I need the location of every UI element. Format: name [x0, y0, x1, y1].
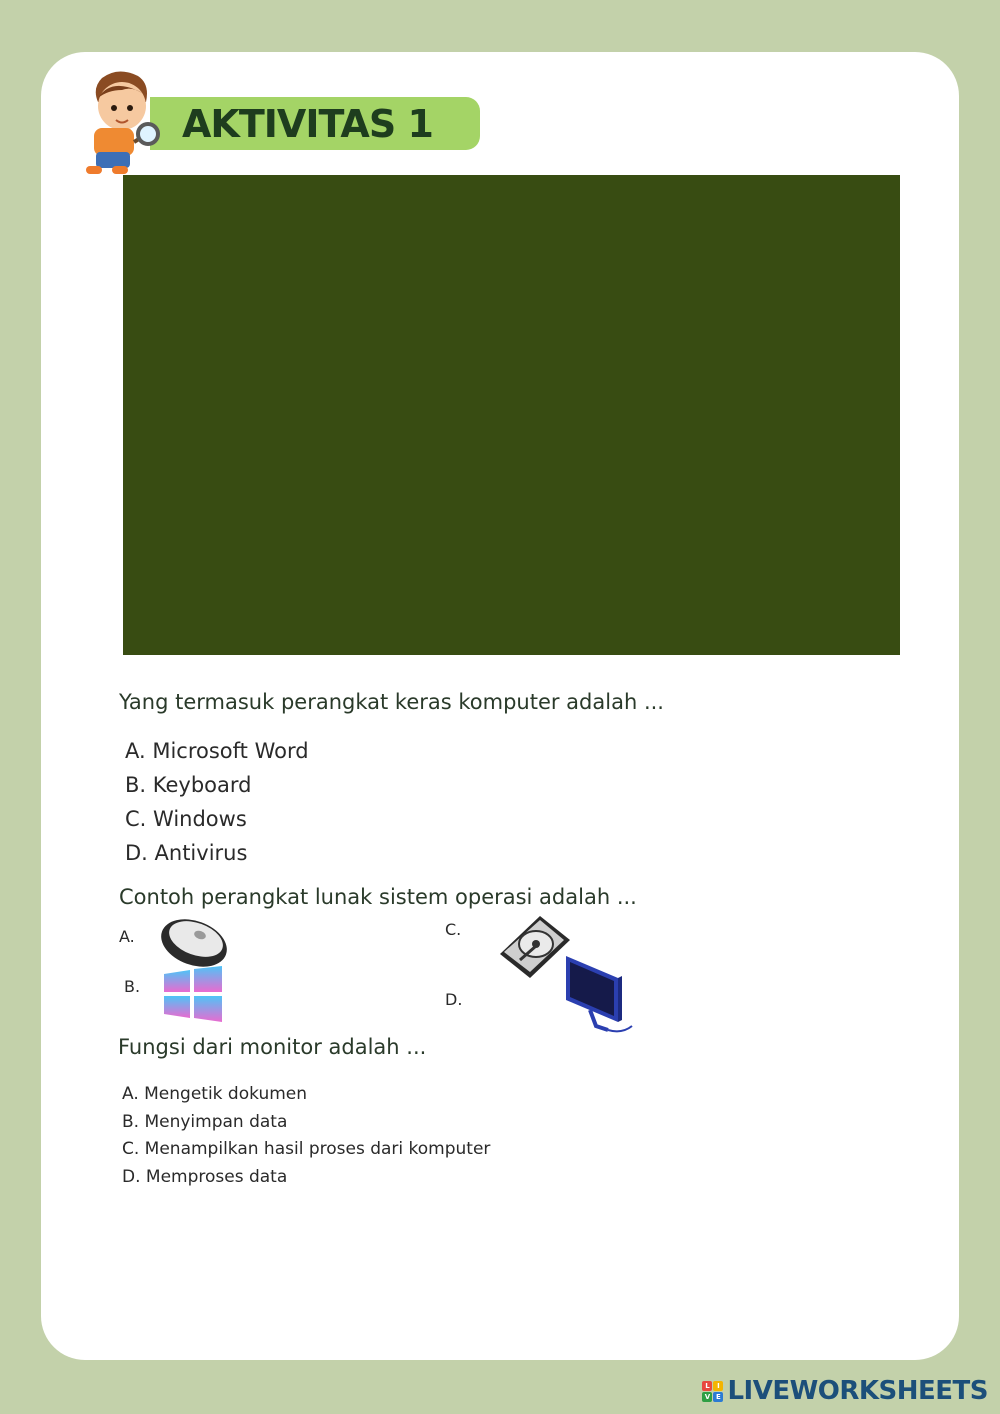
mouse-icon[interactable]	[156, 915, 230, 969]
question-2-letter-c: C.	[445, 920, 462, 939]
question-1-option-c[interactable]: C. Windows	[125, 807, 247, 831]
question-3-option-a[interactable]: A. Mengetik dokumen	[122, 1084, 308, 1104]
liveworksheets-logo	[702, 1376, 988, 1406]
question-2-letter-d: D.	[445, 990, 463, 1009]
logo-grid-icon: L I V E	[702, 1381, 723, 1402]
question-1-option-d[interactable]: D. Antivirus	[125, 841, 248, 865]
question-3-option-b[interactable]: B. Menyimpan data	[122, 1112, 288, 1132]
question-3-option-c[interactable]: C. Menampilkan hasil proses dari komputer	[122, 1139, 491, 1159]
question-3-option-d[interactable]: D. Memproses data	[122, 1167, 288, 1187]
question-2-text: Contoh perangkat lunak sistem operasi adalah ...	[119, 885, 637, 909]
question-1-text: Yang termasuk perangkat keras komputer adalah ...	[119, 690, 664, 714]
hard-disk-icon[interactable]	[496, 914, 572, 980]
question-3-text: Fungsi dari monitor adalah ...	[118, 1035, 427, 1059]
question-2-letter-b: B.	[124, 977, 141, 996]
question-2-letter-a: A.	[119, 927, 135, 946]
windows-logo-icon[interactable]	[162, 966, 224, 1022]
question-1-option-a[interactable]: A. Microsoft Word	[125, 739, 309, 763]
media-placeholder	[123, 175, 900, 655]
kid-magnifier-icon	[72, 68, 164, 178]
brand-name: LIVEWORKSHEETS	[727, 1376, 988, 1406]
question-1-option-b[interactable]: B. Keyboard	[125, 773, 252, 797]
page-title: AKTIVITAS 1	[182, 102, 433, 146]
monitor-icon[interactable]	[562, 950, 636, 1036]
